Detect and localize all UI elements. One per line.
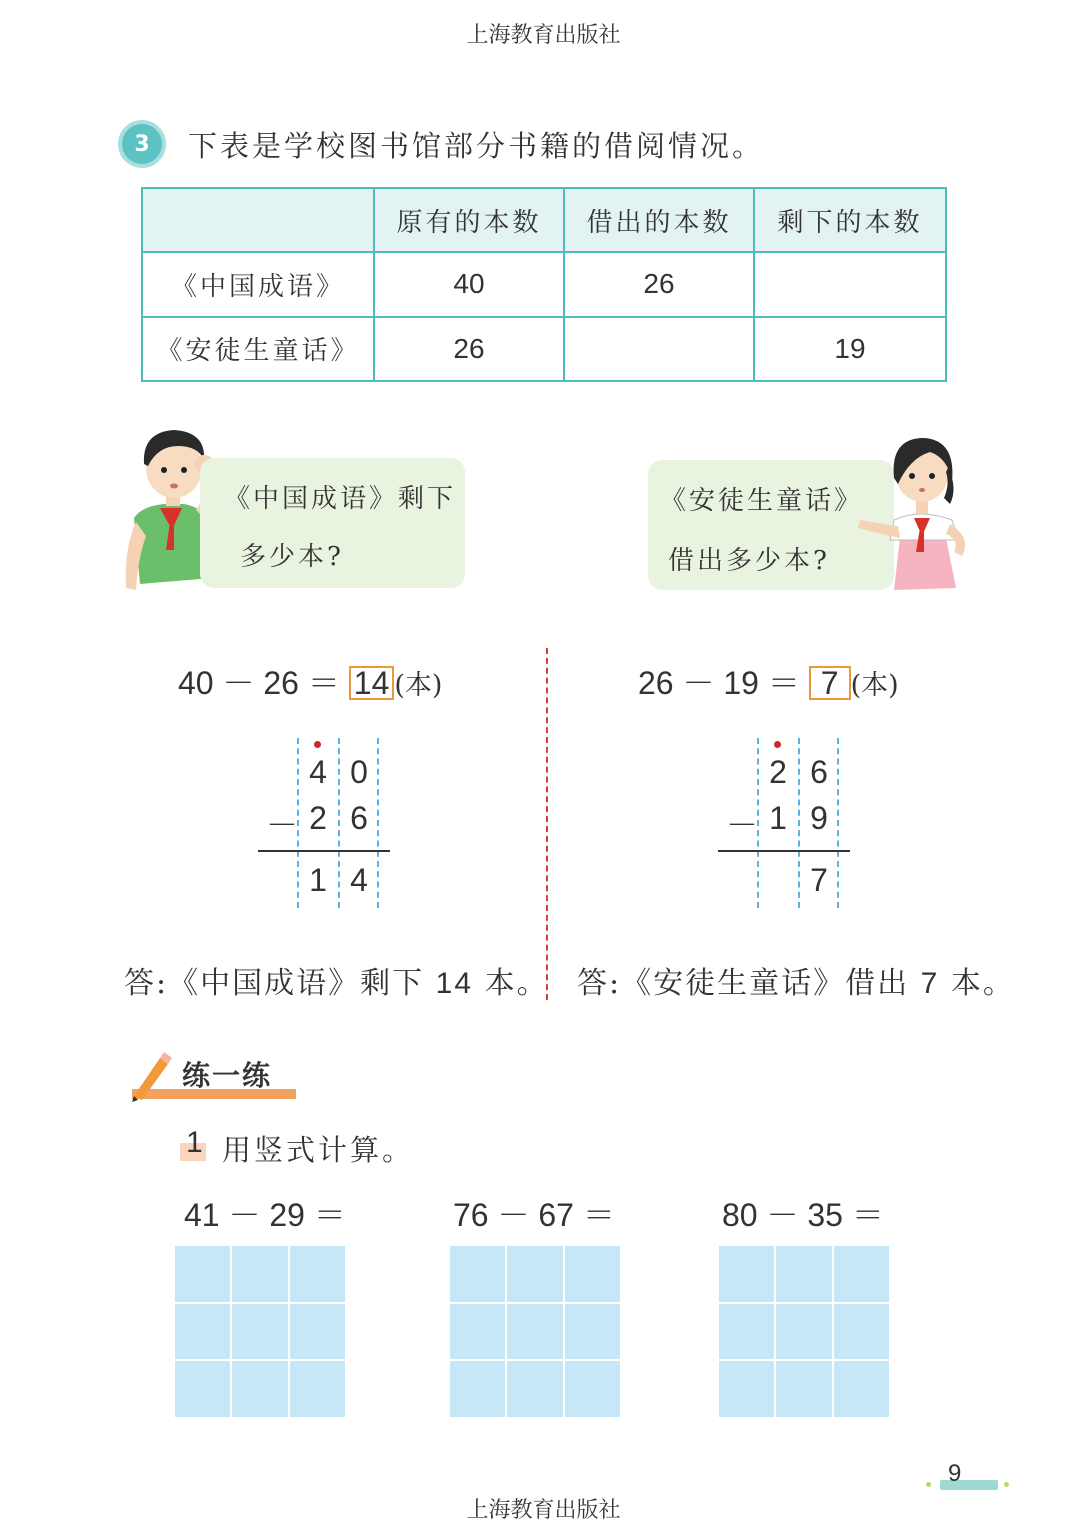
table-header-cell: 剩下的本数 [754, 188, 946, 252]
practice-equation: 41 － 29 ＝ [184, 1197, 346, 1233]
answer-grid[interactable] [450, 1246, 620, 1417]
problem-title: 下表是学校图书馆部分书籍的借阅情况。 [188, 129, 765, 163]
table-header-cell: 原有的本数 [374, 188, 564, 252]
practice-equation: 80 － 35 ＝ [722, 1197, 884, 1233]
unit-label: (本) [394, 670, 443, 701]
equation-expression: 40 － 26 ＝ [178, 665, 340, 701]
answer-box: 7 [809, 666, 851, 700]
digit: 1 [769, 800, 787, 836]
table-cell [754, 252, 946, 316]
table-cell: 26 [374, 317, 564, 381]
result-line [258, 850, 390, 852]
table-cell: 26 [564, 252, 754, 316]
answer-number: 14 [435, 967, 474, 1000]
page-number: 9 [948, 1460, 962, 1487]
boy-speech-bubble [200, 458, 465, 588]
table-row [142, 252, 946, 316]
borrowing-table [141, 187, 947, 382]
digit: 4 [309, 754, 327, 790]
borrow-dot [314, 741, 321, 748]
item-number: 1 [186, 1126, 203, 1159]
right-equation [638, 658, 899, 704]
digit: 2 [769, 754, 787, 790]
answer-suffix: 本。 [950, 966, 1015, 1001]
digit: 0 [350, 754, 368, 790]
answer-prefix: 答:《中国成语》剩下 [124, 966, 425, 1001]
digit: 6 [350, 800, 368, 836]
answer-suffix: 本。 [484, 966, 549, 1001]
borrow-dot [774, 741, 781, 748]
table-cell: 《中国成语》 [142, 252, 374, 316]
publisher-header: 上海教育出版社 [466, 23, 621, 48]
girl-bubble-line: 借出多少本? [668, 546, 830, 576]
right-answer [577, 958, 1015, 1002]
table-cell: 《安徒生童话》 [142, 317, 374, 381]
table-cell: 19 [754, 317, 946, 381]
minus-sign: － [725, 807, 758, 843]
table-cell [564, 317, 754, 381]
girl-bubble-line: 《安徒生童话》 [660, 486, 864, 516]
answer-number: 7 [920, 967, 940, 1000]
page-dot [1004, 1482, 1009, 1487]
problem-number-badge: 3 [118, 120, 166, 168]
answer-prefix: 答:《安徒生童话》借出 [577, 966, 910, 1001]
boy-bubble-line: 多少本? [240, 542, 344, 572]
result-line [718, 850, 850, 852]
boy-bubble-line: 《中国成语》剩下 [224, 484, 457, 514]
digit: 7 [810, 862, 828, 898]
digit: 2 [309, 800, 327, 836]
publisher-footer: 上海教育出版社 [466, 1498, 621, 1523]
digit: 6 [810, 754, 828, 790]
minus-sign: － [265, 807, 298, 843]
answer-box: 14 [349, 666, 395, 700]
digit: 1 [309, 862, 327, 898]
girl-illustration [850, 428, 975, 592]
pencil-icon [128, 1050, 172, 1102]
item-instruction: 用竖式计算。 [222, 1133, 415, 1167]
practice-title: 练一练 [182, 1059, 273, 1092]
left-answer [124, 958, 549, 1002]
practice-equation: 76 － 67 ＝ [453, 1197, 615, 1233]
page-dot [926, 1482, 931, 1487]
table-row [142, 317, 946, 381]
table-header-cell: 借出的本数 [564, 188, 754, 252]
section-divider [546, 648, 548, 1000]
answer-grid[interactable] [719, 1246, 889, 1417]
table-cell: 40 [374, 252, 564, 316]
table-header-cell [142, 188, 374, 252]
table-header-row [142, 188, 946, 252]
equation-expression: 26 － 19 ＝ [638, 665, 800, 701]
digit: 4 [350, 862, 368, 898]
answer-grid[interactable] [175, 1246, 345, 1417]
left-equation [178, 658, 442, 704]
unit-label: (本) [850, 670, 899, 701]
digit: 9 [810, 800, 828, 836]
